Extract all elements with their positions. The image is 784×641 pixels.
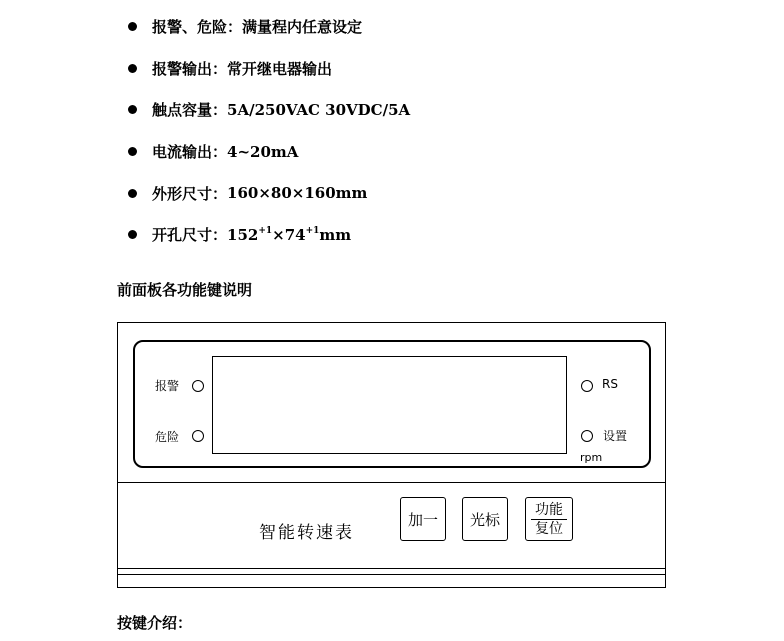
bullet-icon xyxy=(128,189,137,198)
spec-item-contact-capacity xyxy=(128,89,410,131)
section-title: 前面板各功能键说明 xyxy=(117,281,253,299)
spec-value: 5A/250VAC 30VDC/5A xyxy=(227,100,411,119)
bullet-icon xyxy=(128,147,137,156)
setting-label: 设置 xyxy=(603,429,628,443)
panel-bottom-line xyxy=(118,568,665,569)
front-panel-diagram xyxy=(117,322,666,588)
spec-value: 常开继电器输出 xyxy=(227,59,333,78)
spec-label: 报警输出： xyxy=(152,59,228,78)
rs-led-icon xyxy=(581,380,593,392)
setting-led-icon xyxy=(581,430,593,442)
rs-label: RS xyxy=(602,377,618,391)
function-label: 功能 xyxy=(535,501,563,518)
spec-value: 160×80×160mm xyxy=(227,184,368,203)
spec-value: 4~20mA xyxy=(227,142,299,161)
spec-item-dimensions xyxy=(128,172,410,214)
spec-item-current-output xyxy=(128,131,410,173)
spec-item-cutout xyxy=(128,214,410,256)
reset-label: 复位 xyxy=(535,520,563,537)
spec-item-alarm-output xyxy=(128,48,410,90)
bullet-icon xyxy=(128,105,137,114)
digital-display xyxy=(212,356,567,454)
danger-label: 危险 xyxy=(155,430,180,444)
spec-label: 开孔尺寸： xyxy=(152,226,228,245)
brand-name: 智能转速表 xyxy=(259,523,354,543)
add-one-button[interactable]: 加一 xyxy=(400,497,446,541)
danger-led-icon xyxy=(192,430,204,442)
unit-label: rpm xyxy=(580,451,603,464)
spec-label: 报警、危险： xyxy=(152,18,243,37)
display-bezel xyxy=(133,340,651,468)
bullet-icon xyxy=(128,230,137,239)
spec-item-alarm-danger xyxy=(128,6,410,48)
footer-title: 按键介绍： xyxy=(117,614,193,632)
spec-value: 满量程内任意设定 xyxy=(242,18,363,37)
cursor-button[interactable]: 光标 xyxy=(462,497,508,541)
alarm-label: 报警 xyxy=(155,379,180,393)
function-reset-button[interactable] xyxy=(525,497,573,541)
spec-label: 电流输出： xyxy=(152,143,228,162)
spec-list xyxy=(128,6,410,256)
spec-label: 触点容量： xyxy=(152,101,228,120)
bullet-icon xyxy=(128,64,137,73)
spec-label: 外形尺寸： xyxy=(152,184,228,203)
bullet-icon xyxy=(128,22,137,31)
spec-value: $152^{+1}\times 74^{+1}mm$ xyxy=(227,225,352,244)
panel-divider xyxy=(118,482,665,483)
alarm-led-icon xyxy=(192,380,204,392)
panel-bottom-line xyxy=(118,574,665,575)
